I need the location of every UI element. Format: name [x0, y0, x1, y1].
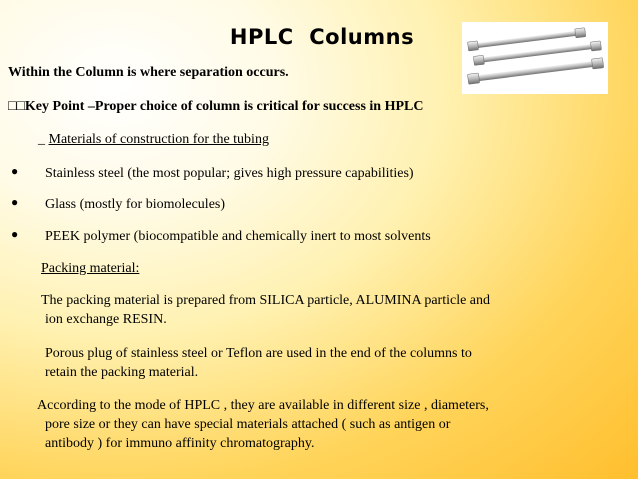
mode-para-line: According to the mode of HPLC , they are available in different size , diameters, — [37, 398, 489, 413]
mode-para-line: pore size or they can have special materials attached ( such as antigen or — [45, 417, 451, 432]
material-item: PEEK polymer (biocompatible and chemically inert to most solvents — [45, 229, 431, 244]
hplc-columns-image — [462, 22, 608, 94]
bullet-icon: ● — [11, 195, 19, 209]
materials-marker: _ — [38, 132, 45, 147]
material-item: Glass (mostly for biomolecules) — [45, 197, 226, 212]
bullet-icon: ● — [11, 164, 19, 178]
mode-para-line: antibody ) for immuno affinity chromatography. — [45, 436, 315, 451]
material-item: Stainless steel (the most popular; gives high pressure capabilities) — [45, 166, 414, 181]
intro-text: Within the Column is where separation occurs. — [8, 65, 289, 80]
plug-para-line: retain the packing material. — [45, 365, 199, 380]
key-point — [8, 98, 423, 115]
packing-para-line: The packing material is prepared from SILICA particle, ALUMINA particle and — [41, 293, 491, 308]
slide-title: HPLC Columns — [229, 25, 415, 49]
key-point-marker: □□ — [8, 99, 25, 114]
packing-heading: Packing material: — [41, 261, 140, 276]
packing-para-line: ion exchange RESIN. — [45, 312, 167, 327]
key-point-text: Key Point –Proper choice of column is critical for success in HPLC — [24, 99, 424, 114]
plug-para-line: Porous plug of stainless steel or Teflon are used in the end of the columns to — [45, 346, 472, 361]
materials-heading-text: Materials of construction for the tubing — [48, 132, 269, 147]
materials-heading — [38, 131, 269, 148]
bullet-icon: ● — [11, 227, 19, 241]
